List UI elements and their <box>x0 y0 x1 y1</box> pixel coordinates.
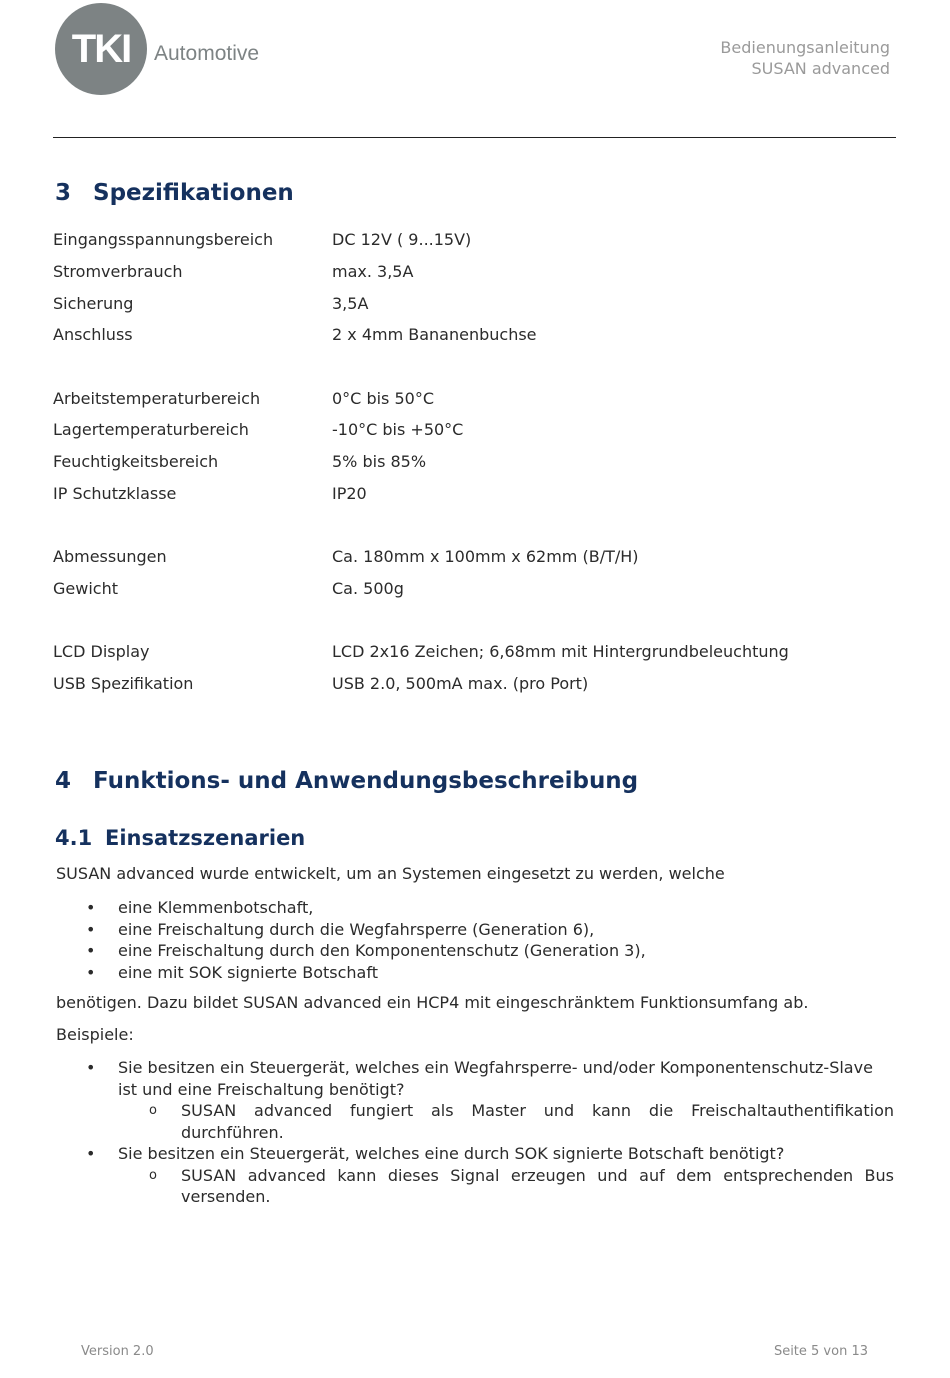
subsection-number: 4.1 <box>55 826 93 850</box>
examples-label: Beispiele: <box>56 1025 134 1044</box>
sub-list <box>118 1165 894 1208</box>
list-item-text: eine mit SOK signierte Botschaft <box>118 962 378 982</box>
section-3-heading <box>55 180 294 206</box>
spec-label: Gewicht <box>53 579 118 598</box>
section-number: 3 <box>55 180 72 206</box>
example-question: Sie besitzen ein Steuergerät, welches eine durch SOK signierte Botschaft benötigt? <box>118 1144 785 1163</box>
list-item <box>56 919 894 941</box>
example-answer: SUSAN advanced kann dieses Signal erzeugen und auf dem entsprechenden Bus versenden. <box>181 1165 894 1206</box>
intro-paragraph: SUSAN advanced wurde entwickelt, um an Systemen eingesetzt zu werden, welche <box>56 864 725 883</box>
example-answer: SUSAN advanced fungiert als Master und kann die Freischaltauthentifikation durchführen. <box>181 1101 894 1142</box>
bullet-icon: • <box>86 919 96 939</box>
spec-label: Feuchtigkeitsbereich <box>53 452 219 471</box>
list-item <box>56 1143 894 1208</box>
list-item-text: eine Klemmenbotschaft, <box>118 898 314 917</box>
spec-value: -10°C bis +50°C <box>332 420 464 439</box>
section-4-heading <box>55 768 638 794</box>
section-title: Spezifikationen <box>93 180 294 206</box>
list-item <box>56 897 894 919</box>
spec-label: IP Schutzklasse <box>53 484 177 503</box>
list-item <box>56 962 894 984</box>
sub-list-item <box>118 1165 894 1208</box>
spec-value: Ca. 180mm x 100mm x 62mm (B/T/H) <box>332 547 639 566</box>
spec-value: Ca. 500g <box>332 579 404 598</box>
list-item-text: eine Freischaltung durch den Komponentenschutz (Generation 3), <box>118 941 646 960</box>
spec-value: LCD 2x16 Zeichen; 6,68mm mit Hintergrundbeleuchtung <box>332 642 789 661</box>
bullet-icon: • <box>86 962 96 982</box>
logo-mark: TKI <box>71 27 131 71</box>
subsection-4-1-heading <box>55 826 305 850</box>
spec-label: Anschluss <box>53 325 133 344</box>
section-number: 4 <box>55 768 72 794</box>
footer-version: Version 2.0 <box>81 1344 154 1359</box>
bullet-icon: • <box>86 941 96 960</box>
document-subtitle: SUSAN advanced <box>751 59 890 78</box>
spec-value: USB 2.0, 500mA max. (pro Port) <box>332 674 589 693</box>
header-divider <box>53 137 896 138</box>
sub-list-item <box>118 1100 894 1143</box>
requirements-list <box>56 897 894 983</box>
spec-label: Sicherung <box>53 294 134 313</box>
spec-label: Eingangsspannungsbereich <box>53 230 274 249</box>
logo-wordmark: Automotive <box>154 42 260 65</box>
list-item-text: eine Freischaltung durch die Wegfahrsperre (Generation 6), <box>118 919 595 939</box>
spec-label: USB Spezifikation <box>53 674 194 693</box>
spec-value: max. 3,5A <box>332 262 414 281</box>
sub-list <box>118 1100 894 1143</box>
section-title: Funktions- und Anwendungsbeschreibung <box>93 768 639 794</box>
circle-bullet-icon: o <box>149 1103 157 1118</box>
document-title: Bedienungsanleitung <box>720 38 890 57</box>
conclusion-paragraph: benötigen. Dazu bildet SUSAN advanced ein HCP4 mit eingeschränktem Funktionsumfang ab. <box>56 993 809 1012</box>
spec-value: 5% bis 85% <box>332 452 427 471</box>
spec-value: 0°C bis 50°C <box>332 389 434 408</box>
spec-label: Lagertemperaturbereich <box>53 420 249 439</box>
document-header <box>720 37 890 79</box>
circle-bullet-icon: o <box>149 1167 157 1183</box>
subsection-title: Einsatzszenarien <box>105 826 306 850</box>
spec-value: 2 x 4mm Bananenbuchse <box>332 325 537 344</box>
list-item <box>56 940 894 962</box>
footer-page-number: Seite 5 von 13 <box>773 1344 868 1359</box>
bullet-icon: • <box>86 1058 96 1077</box>
example-question: Sie besitzen ein Steuergerät, welches ein Wegfahrsperre- und/oder Komponentenschutz-Slave ist und eine Freischaltung benötigt? <box>118 1058 873 1099</box>
examples-list <box>56 1057 894 1208</box>
spec-label: LCD Display <box>53 642 150 661</box>
bullet-icon: • <box>86 1144 96 1163</box>
spec-label: Arbeitstemperaturbereich <box>53 389 261 408</box>
bullet-icon: • <box>86 898 96 917</box>
spec-value: DC 12V ( 9...15V) <box>332 230 472 249</box>
spec-label: Abmessungen <box>53 547 167 566</box>
spec-label: Stromverbrauch <box>53 262 183 281</box>
spec-value: IP20 <box>332 484 367 503</box>
spec-value: 3,5A <box>332 294 369 313</box>
company-logo <box>55 3 147 95</box>
list-item <box>56 1057 894 1143</box>
